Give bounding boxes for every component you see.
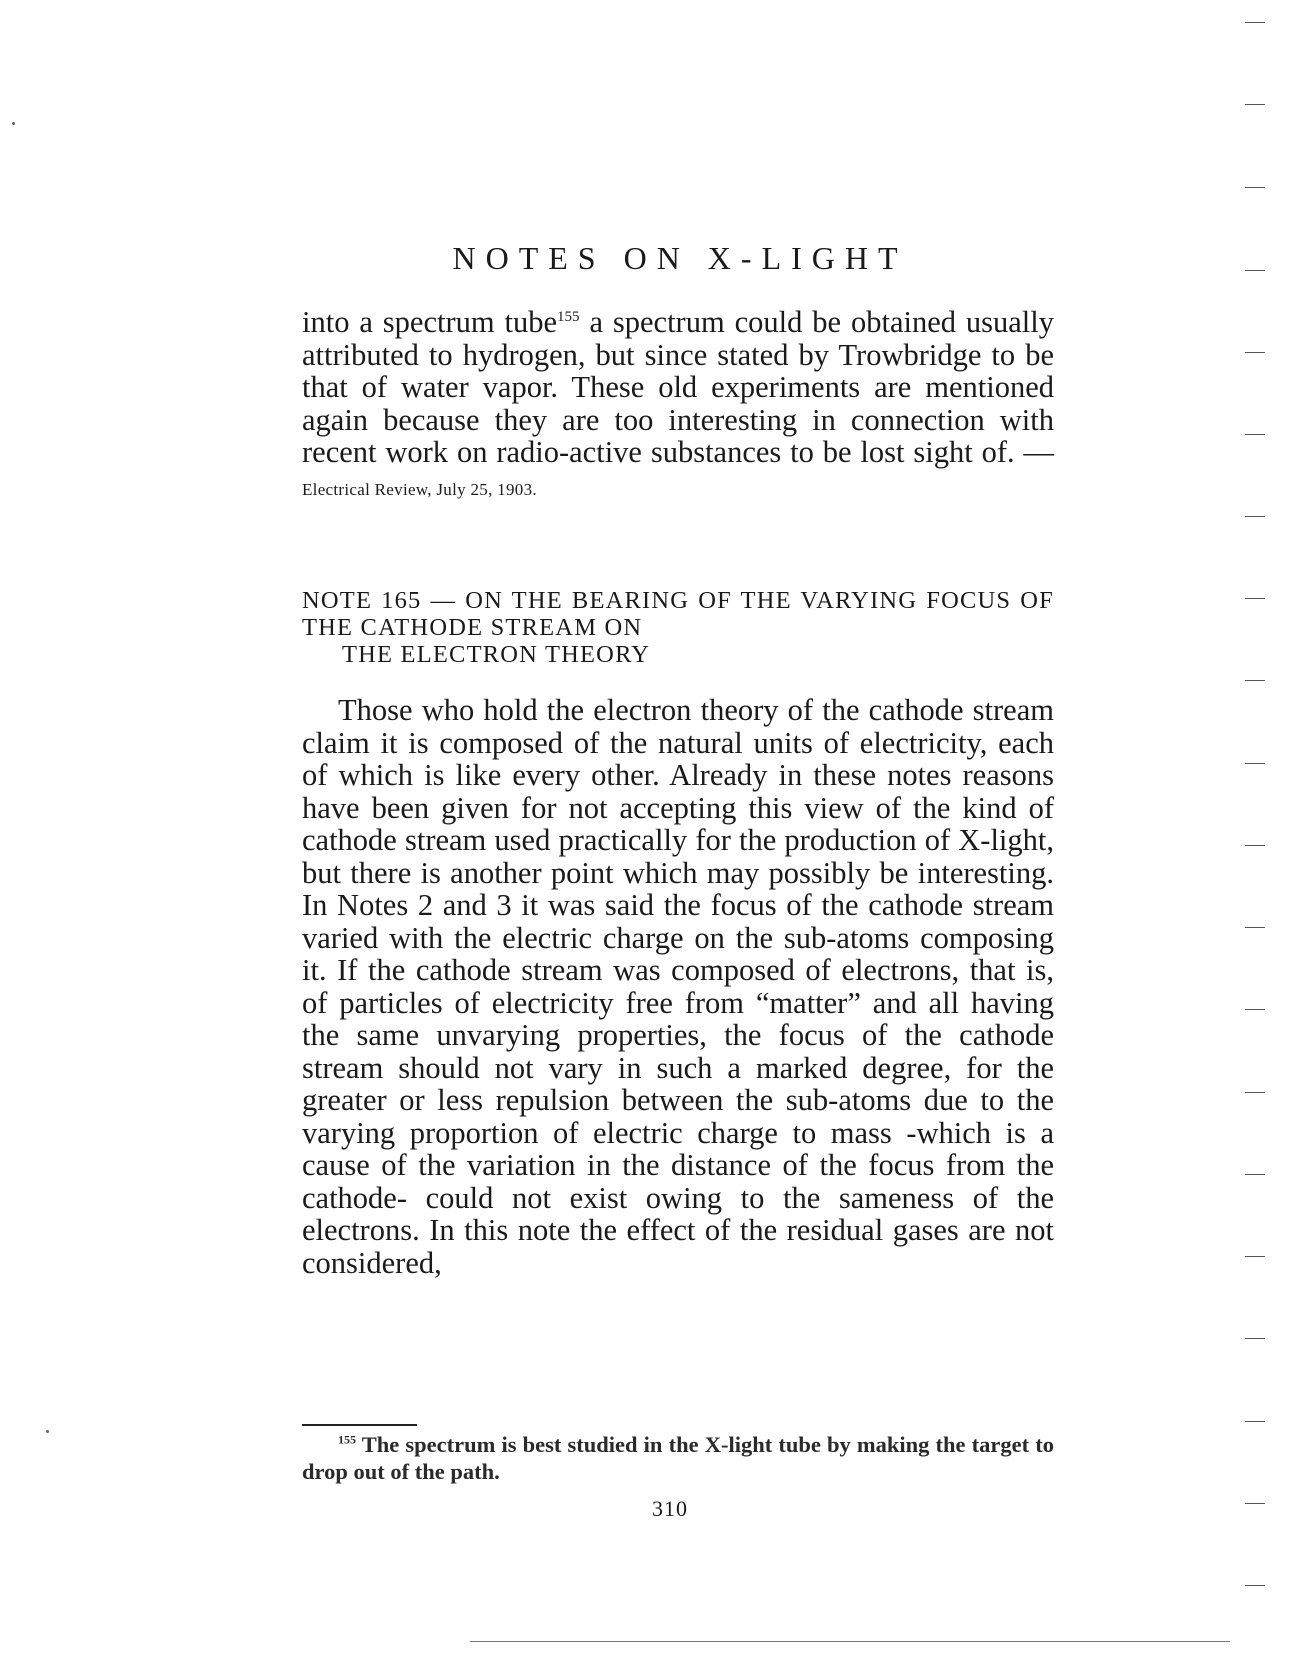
note-heading-line2: THE ELECTRON THEORY — [342, 641, 651, 668]
continued-paragraph — [302, 306, 1054, 506]
scan-edge-mark — [1245, 1256, 1265, 1257]
scan-edge-mark — [1245, 598, 1265, 599]
scan-edge-mark — [1245, 434, 1265, 435]
scan-edge-mark — [1245, 1338, 1265, 1339]
scan-edge-mark — [1245, 187, 1265, 188]
note-heading-line1: NOTE 165 — ON THE BEARING OF THE VARYING FOCUS OF THE CATHODE STREAM ON — [302, 587, 1054, 641]
footnote-rule — [302, 1424, 417, 1426]
footnote — [302, 1431, 1054, 1485]
page-number: 310 — [652, 1496, 688, 1521]
scan-edge-mark — [1245, 104, 1265, 105]
scan-edge-mark — [1245, 680, 1265, 681]
footnote-mark: 155 — [338, 1432, 356, 1447]
scan-edge-mark — [1245, 1009, 1265, 1010]
source-citation: Electrical Review, July 25, 1903. — [302, 479, 537, 499]
footnote-text: The spectrum is best studied in the X-light tube by making the target to drop out of the path. — [302, 1432, 1054, 1484]
scan-edge-mark — [1245, 270, 1265, 271]
scan-edge-mark — [1245, 1174, 1265, 1175]
scan-edge-mark — [1245, 1503, 1265, 1504]
scan-edge-mark — [1245, 1421, 1265, 1422]
footnote-reference-mark: 155 — [557, 308, 580, 325]
scan-speck — [46, 1430, 49, 1433]
scan-edge-mark — [1245, 927, 1265, 928]
scan-edge-mark — [1245, 763, 1265, 764]
scan-bottom-rule — [470, 1641, 1230, 1642]
scan-edge-mark — [1245, 1585, 1265, 1586]
note-heading — [302, 587, 1054, 668]
running-head: NOTES ON X-LIGHT — [452, 240, 908, 276]
scan-edge-mark — [1245, 845, 1265, 846]
paragraph-text-rest: a spectrum could be obtained usually attributed to hydrogen, but since stated by Trowbridge to be that of water vapor. These old experiments are mentioned again because they are too interesting in connection with recent work on radio-active substances to be lost sight of. — — [302, 305, 1055, 469]
scan-edge-mark — [1245, 352, 1265, 353]
scan-edge-mark — [1245, 1092, 1265, 1093]
scan-edge-mark — [1245, 22, 1265, 23]
scan-edge-mark — [1245, 516, 1265, 517]
body-paragraph — [302, 694, 1054, 1279]
scan-speck — [12, 122, 15, 125]
body-paragraph-text: Those who hold the electron theory of the cathode stream claim it is composed of the natural units of electricity, each of which is like every other. Already in these notes reasons have been given for not accepting this view of the kind of cathode stream used practically for the production of X-light, but there is another point which may possibly be interesting. In Notes 2 and 3 it was said the focus of the cathode stream varied with the electric charge on the sub-atoms composing it. If the cathode stream was composed of electrons, that is, of particles of electricity free from “matter” and all having the same unvarying properties, the focus of the cathode stream should not vary in such a marked degree, for the greater or less repulsion between the sub-atoms due to the varying proportion of electric charge to mass -which is a cause of the variation in the distance of the focus from the cathode- could not exist owing to the sameness of the electrons. In this note the effect of the residual gases are not considered, — [302, 693, 1054, 1280]
paragraph-text-start: into a spectrum tube — [302, 305, 558, 339]
